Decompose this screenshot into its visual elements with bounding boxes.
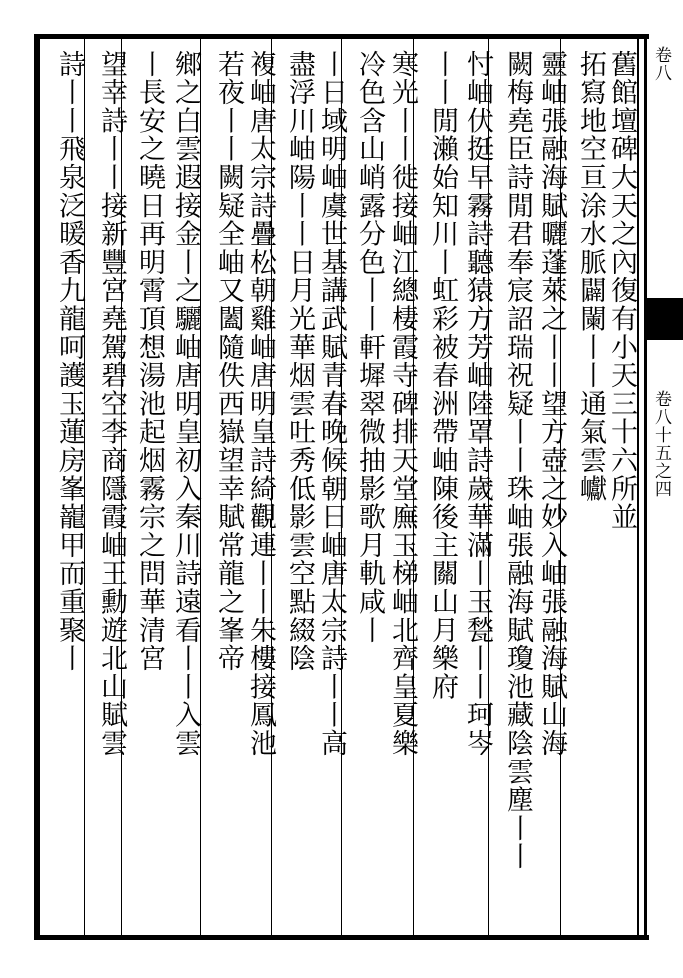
text-column-12 — [203, 50, 253, 930]
column-text: 拓寫地空亘涂水脈闢闌丨丨通氣雲巘 — [575, 50, 606, 503]
gutter-volume-label: 卷八十五之四 — [651, 390, 671, 498]
frame-left-border — [34, 34, 40, 940]
column-text: 鄉之白雲遐接金丨之驪岫唐明皇初入秦川詩遠看丨丨入雲 — [170, 50, 201, 758]
text-column-16 — [44, 50, 94, 930]
column-text: 寒光丨丨徙接岫江總棲霞寺碑排天堂廡玉梯岫北齊皇夏樂 — [387, 50, 418, 758]
column-text: 複岫唐太宗詩疊松朝雞岫唐明皇詩綺觀連丨丨朱樓接鳳池 — [245, 50, 276, 758]
column-text: 丨日域明岫虞世基講武賦青春晚候朝日岫唐太宗詩丨丨高 — [316, 50, 347, 758]
column-text: 盡浮川岫陽丨丨日月光華烟雲吐秀低影雲空點綴陰 — [284, 50, 315, 673]
column-text: 若夜丨丨闕疑全岫又闔隨佚西嶽望幸賦常龍之峯帝 — [213, 50, 244, 673]
column-text: 詩丨丨飛泉泛暖香九龍呵護玉蓮房峯巃甲而重聚丨 — [54, 50, 85, 673]
gutter-top-label: 卷八 — [651, 46, 671, 82]
column-text: 丨丨閒瀨始知川丨虹彩被春洲帶岫陳後主關山月樂府 — [427, 50, 458, 701]
column-text: 冷色含山峭露分色丨丨軒墀翠微抽影歌月軌咸丨 — [354, 50, 385, 645]
column-text: 舊館壇碑大天之內復有小天三十六所並 — [606, 50, 637, 532]
column-text: 靈岫張融海賦曬蓬萊之丨丨望方壺之妙入岫張融海賦山海 — [536, 50, 567, 758]
frame-bottom-border — [34, 935, 649, 940]
column-text: 望幸詩丨丨接新豐宮堯駕碧空李商隱霞岫王勳遊北山賦雲 — [96, 50, 127, 758]
column-text: 闕梅堯臣詩閒君奉宸詔瑞祝疑丨丨珠岫張融海賦瓊池藏陰雲塵丨丨 — [502, 50, 533, 871]
column-text: 丨長安之曉日再明霄頂想湯池起烟霧宗之問華清宮 — [134, 50, 165, 673]
column-text: 忖岫伏挺早霧詩聽猿方芳岫陸罩詩歲華滿丨玉甃丨丨珂岑 — [462, 50, 493, 758]
fish-tail-block — [644, 298, 683, 340]
